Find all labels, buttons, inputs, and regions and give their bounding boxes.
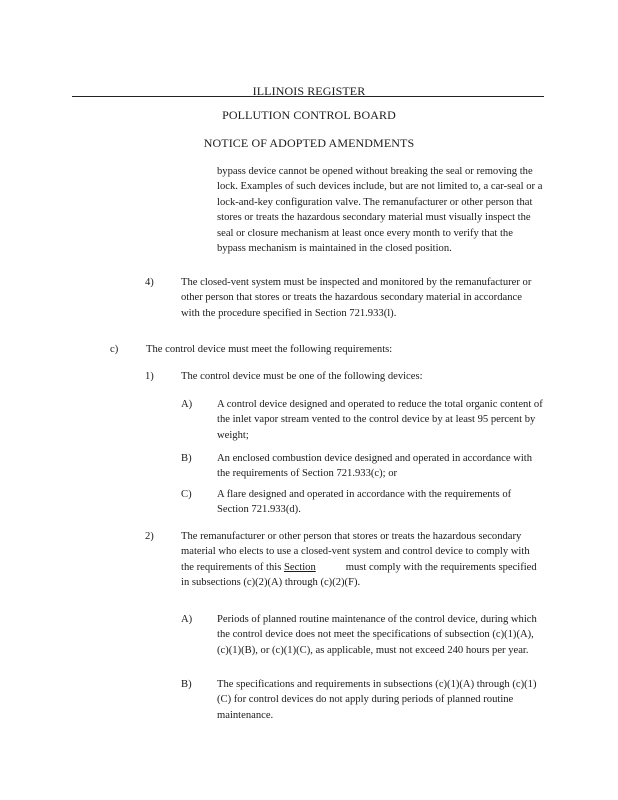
item-c1-c-label: C): [181, 489, 192, 500]
item-c2-b-label: B): [181, 679, 192, 690]
item-c-text: The control device must meet the following requirements:: [146, 344, 393, 355]
header-divider: [72, 96, 544, 97]
item-c1-label: 1): [145, 371, 154, 382]
item-c2-text: [181, 529, 541, 591]
board-title: POLLUTION CONTROL BOARD: [222, 108, 396, 122]
item-c1-b-text: An enclosed combustion device designed and operated in accordance with the requirements of Section 721.933(c); or: [217, 453, 533, 480]
continuation-paragraph: bypass device cannot be opened without breaking the seal or removing the lock. Examples of such devices include, but are not limited to, a car-seal or a lock-and-key configuration valve. The remanufacturer or other person that stores or treats the hazardous secondary material must visually inspect the seal or closure mechanism at least once every month to verify that the bypass mechanism is maintained in the closed position.: [217, 166, 543, 255]
item-c2-b-text: The specifications and requirements in subsections (c)(1)(A) through (c)(1)(C) for control devices do not apply during periods of planned routine maintenance.: [217, 679, 537, 721]
item-c-label: c): [110, 344, 119, 355]
item-c2-a-text: Periods of planned routine maintenance of the control device, during which the control device does not meet the specifications of subsection (c)(1)(A), (c)(1)(B), or (c)(1)(C), as applicable, must not exceed 240 hours per year.: [217, 614, 537, 656]
item-4-label: 4): [145, 277, 154, 288]
item-c1-a-text: A control device designed and operated to reduce the total organic content of the inlet vapor stream vented to the control device by at least 95 percent by weight;: [217, 399, 543, 441]
register-title: ILLINOIS REGISTER: [252, 84, 366, 98]
item-c2-label: 2): [145, 531, 154, 542]
item-c1-a-label: A): [181, 399, 193, 410]
item-c2-text-after: must comply with the requirements specified in subsections (c)(2)(A) through (c)(2)(F).: [181, 561, 537, 589]
item-c2-a-label: A): [181, 614, 193, 625]
item-4-text: The closed-vent system must be inspected and monitored by the remanufacturer or other person that stores or treats the hazardous secondary material in accordance with the procedure specified in Section 721.933(l).: [181, 277, 532, 319]
item-c1-text: The control device must be one of the following devices:: [181, 371, 423, 382]
item-c1-b-label: B): [181, 453, 192, 464]
item-c2-section-link: Section: [283, 561, 316, 573]
notice-title: NOTICE OF ADOPTED AMENDMENTS: [203, 136, 415, 150]
item-c2-text-before: The remanufacturer or other person that stores or treats the hazardous secondary material who elects to use a closed-vent system and control device to comply with the requirements of this: [181, 531, 530, 573]
item-c1-c-text: A flare designed and operated in accordance with the requirements of Section 721.933(d).: [217, 489, 512, 516]
